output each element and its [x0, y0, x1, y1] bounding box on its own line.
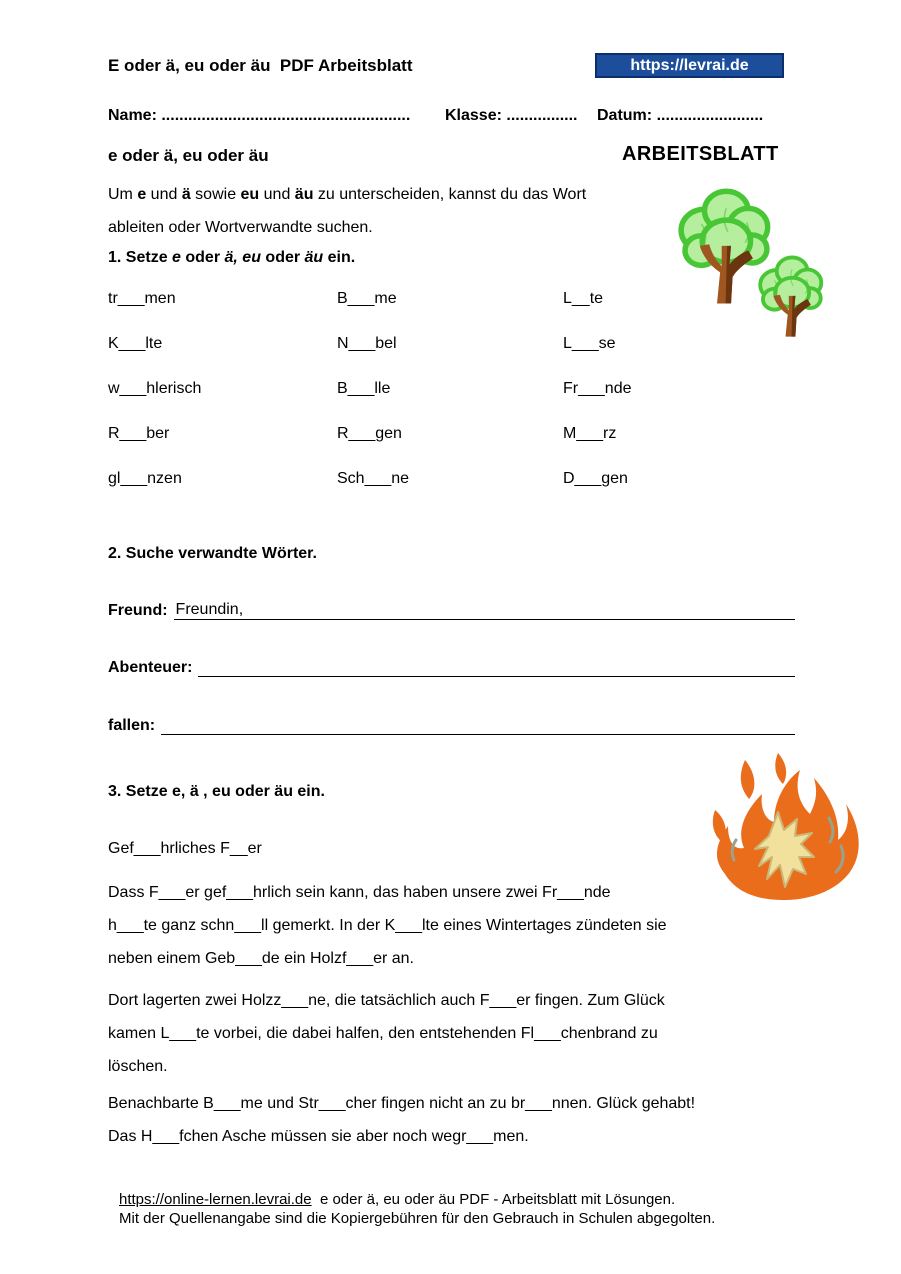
paragraph-line: Dort lagerten zwei Holzz___ne, die tatsächlich auch F___er fingen. Zum Glück: [108, 992, 665, 1009]
task3-paragraph-3: [108, 1087, 828, 1153]
intro-text: sowie: [190, 186, 241, 203]
task3-paragraph-2: [108, 984, 828, 1083]
task2-label: Freund:: [108, 602, 168, 619]
intro-paragraph: [108, 178, 698, 244]
task1-word-cell: B___lle: [337, 380, 391, 397]
task1-word-cell: R___ber: [108, 425, 170, 442]
task3-title: 3. Setze e, ä , eu oder äu ein.: [108, 783, 325, 800]
name-dotted-line: ........................................................: [161, 107, 411, 124]
intro-line-1: [108, 178, 698, 211]
task1-word-cell: Fr___nde: [563, 380, 632, 397]
task1-title-text: oder: [260, 249, 305, 266]
datum-label: Datum:: [597, 107, 657, 124]
paragraph-line: Das H___fchen Asche müssen sie aber noch wegr___men.: [108, 1128, 529, 1145]
task2-row-abenteuer: [108, 659, 795, 677]
task1-title-text: 1. Setze: [108, 249, 173, 266]
intro-text: und: [146, 186, 182, 203]
task1-title: [108, 249, 355, 267]
datum-dotted-line: ........................: [656, 107, 764, 124]
task2-row-fallen: [108, 717, 795, 735]
intro-text: und: [259, 186, 295, 203]
page-title: E oder ä, eu oder äu PDF Arbeitsblatt: [108, 56, 413, 75]
footer-text: e oder ä, eu oder äu PDF - Arbeitsblatt mit Lösungen.: [311, 1191, 676, 1208]
task1-word-cell: B___me: [337, 290, 397, 307]
klasse-dotted-line: ................: [506, 107, 578, 124]
task1-title-italic-aeu: äu: [304, 249, 324, 266]
intro-bold-eu: eu: [240, 186, 260, 203]
paragraph-line: Dass F___er gef___hrlich sein kann, das haben unsere zwei Fr___nde: [108, 884, 611, 901]
klasse-field-row: [445, 107, 578, 125]
task1-title-italic-e: e: [172, 249, 181, 266]
task1-word-cell: gl___nzen: [108, 470, 182, 487]
task3-story-heading: Gef___hrliches F__er: [108, 840, 262, 857]
answer-line: [245, 617, 795, 620]
footer-line-1: [119, 1190, 819, 1209]
task1-word-cell: w___hlerisch: [108, 380, 202, 397]
task1-title-italic-eu: eu: [242, 249, 261, 266]
intro-line-2: ableiten oder Wortverwandte suchen.: [108, 219, 373, 236]
datum-field-row: [597, 107, 763, 125]
paragraph-line: Benachbarte B___me und Str___cher fingen nicht an zu br___nnen. Glück gehabt!: [108, 1095, 696, 1112]
answer-line: [161, 732, 795, 735]
task1-word-cell: N___bel: [337, 335, 397, 352]
page-footer: [119, 1190, 819, 1228]
task1-word-cell: D___gen: [563, 470, 628, 487]
tree-illustration: [678, 183, 836, 341]
intro-bold-aeu: äu: [294, 186, 314, 203]
task1-word-cell: R___gen: [337, 425, 402, 442]
task1-word-cell: L__te: [563, 290, 604, 307]
footer-line-2: Mit der Quellenangabe sind die Kopiergebühren für den Gebrauch in Schulen abgegolten.: [119, 1210, 716, 1227]
task1-word-cell: Sch___ne: [337, 470, 410, 487]
task1-word-cell: tr___men: [108, 290, 176, 307]
paragraph-line: h___te ganz schn___ll gemerkt. In der K___lte eines Wintertages zündeten sie: [108, 917, 667, 934]
arbeitsblatt-heading: ARBEITSBLATT: [622, 143, 779, 165]
task1-word-cell: L___se: [563, 335, 616, 352]
task1-word-cell: K___lte: [108, 335, 163, 352]
task1-title-text: oder: [180, 249, 225, 266]
intro-bold-e: e: [137, 186, 147, 203]
task2-title: 2. Suche verwandte Wörter.: [108, 545, 317, 562]
task2-label: Abenteuer:: [108, 659, 193, 676]
name-label: Name:: [108, 107, 162, 124]
paragraph-line: neben einem Geb___de ein Holzf___er an.: [108, 950, 414, 967]
footer-link[interactable]: https://online-lernen.levrai.de: [119, 1191, 312, 1208]
intro-text: zu unterscheiden, kannst du das Wort: [313, 186, 587, 203]
task2-label: fallen:: [108, 717, 156, 734]
fire-illustration: [698, 752, 873, 904]
levrai-link-box[interactable]: [595, 53, 784, 78]
levrai-link-label: https://levrai.de: [630, 56, 749, 74]
paragraph-line: kamen L___te vorbei, die dabei halfen, den entstehenden Fl___chenbrand zu: [108, 1025, 658, 1042]
klasse-label: Klasse:: [445, 107, 507, 124]
task1-word-cell: M___rz: [563, 425, 617, 442]
answer-line: [198, 674, 795, 677]
task1-title-italic-ae: ä,: [224, 249, 243, 266]
intro-text: Um: [108, 186, 138, 203]
worksheet-topic-heading: e oder ä, eu oder äu: [108, 146, 269, 165]
task2-answer: Freundin,: [175, 601, 244, 618]
task1-title-text: ein.: [323, 249, 356, 266]
task2-row-freund: [108, 601, 795, 620]
intro-bold-ae: ä: [181, 186, 191, 203]
name-field-row: [108, 107, 410, 125]
paragraph-line: löschen.: [108, 1058, 168, 1075]
